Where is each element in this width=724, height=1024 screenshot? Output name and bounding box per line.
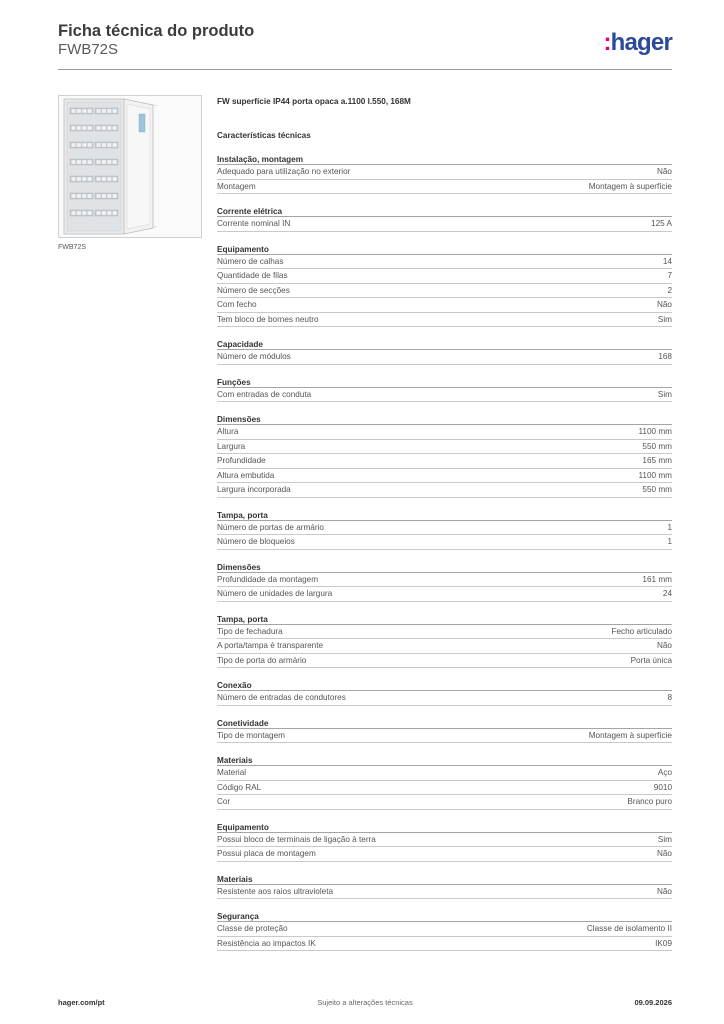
rail-module	[77, 194, 81, 198]
spec-label: Com entradas de conduta	[217, 389, 312, 399]
rail-module	[82, 177, 86, 181]
rail-module	[97, 109, 101, 113]
rail-module	[88, 143, 92, 147]
page-footer	[58, 998, 672, 1010]
spec-row	[217, 425, 672, 440]
spec-value: 1	[667, 522, 672, 532]
product-description: FW superfície IP44 porta opaca a.1100 l.550, 168M	[217, 97, 411, 106]
rail-module	[72, 211, 76, 215]
spec-row	[217, 217, 672, 232]
spec-value: 168	[658, 352, 672, 361]
rail-module	[113, 177, 117, 181]
spec-value: Porta única	[630, 655, 672, 665]
section-title: Materiais	[217, 874, 672, 885]
spec-label: Código RAL	[217, 782, 262, 792]
spec-value: 1	[667, 537, 672, 546]
spec-row	[217, 180, 672, 195]
image-caption: FWB72S	[58, 244, 87, 251]
spec-row	[217, 766, 672, 781]
spec-row	[217, 269, 672, 284]
rail-module	[97, 194, 101, 198]
spec-section	[217, 874, 672, 900]
spec-row	[217, 922, 672, 937]
rail-module	[82, 109, 86, 113]
rail-module	[113, 126, 117, 130]
rail-module	[97, 177, 101, 181]
section-title: Materiais	[217, 755, 672, 766]
spec-section	[217, 510, 672, 550]
spec-label: Tipo de montagem	[217, 730, 285, 740]
spec-row	[217, 521, 672, 536]
spec-label: Possui placa de montagem	[217, 849, 316, 858]
rail-module	[82, 160, 86, 164]
spec-section	[217, 562, 672, 602]
spec-label: Resistência ao impactos IK	[217, 938, 316, 948]
spec-value: 7	[667, 271, 672, 280]
spec-row	[217, 165, 672, 180]
rail-module	[72, 126, 76, 130]
rail-module	[77, 126, 81, 130]
spec-value: 550 mm	[642, 485, 672, 494]
rail-module	[77, 211, 81, 215]
rail-module	[88, 194, 92, 198]
spec-row	[217, 469, 672, 484]
spec-value: Não	[656, 849, 672, 858]
spec-section	[217, 755, 672, 810]
section-title: Equipamento	[217, 822, 672, 833]
rail-module	[102, 126, 106, 130]
spec-section	[217, 206, 672, 232]
spec-value: 1100 mm	[638, 427, 672, 436]
spec-section	[217, 244, 672, 328]
section-title: Tampa, porta	[217, 510, 672, 521]
rail-module	[97, 126, 101, 130]
rail-module	[97, 211, 101, 215]
technical-characteristics-heading: Características técnicas	[217, 131, 311, 140]
rail-module	[102, 177, 106, 181]
spec-label: Altura	[217, 427, 239, 436]
spec-value: Não	[656, 641, 672, 650]
section-title: Capacidade	[217, 339, 672, 350]
rail-module	[82, 211, 86, 215]
spec-value: 161 mm	[642, 574, 672, 584]
spec-section	[217, 614, 672, 669]
rail-module	[88, 109, 92, 113]
spec-row	[217, 885, 672, 900]
logo-text: hager	[610, 29, 672, 56]
spec-value: Não	[656, 167, 672, 176]
page-header	[58, 22, 672, 70]
rail-module	[77, 143, 81, 147]
spec-label: Largura	[217, 441, 246, 451]
spec-row	[217, 654, 672, 669]
section-title: Conexão	[217, 680, 672, 691]
spec-label: Profundidade da montagem	[217, 574, 319, 584]
spec-label: Tipo de fechadura	[217, 626, 283, 636]
document-title: Ficha técnica do produto	[58, 22, 255, 40]
spec-value: 165 mm	[642, 456, 672, 465]
rail-module	[102, 194, 106, 198]
spec-value: Classe de isolamento II	[586, 924, 672, 933]
spec-label: Corrente nominal IN	[217, 219, 291, 228]
rail-module	[113, 160, 117, 164]
rail-module	[72, 194, 76, 198]
spec-label: Tem bloco de bornes neutro	[217, 314, 319, 324]
spec-value: 550 mm	[642, 441, 672, 451]
rail-module	[113, 143, 117, 147]
spec-label: Tipo de porta do armário	[217, 655, 307, 665]
spec-value: Aço	[657, 768, 672, 777]
spec-value: Sim	[657, 834, 672, 844]
spec-value: Montagem à superfície	[588, 730, 672, 740]
spec-label: Material	[217, 768, 247, 777]
spec-row	[217, 691, 672, 706]
rail-module	[72, 177, 76, 181]
spec-section	[217, 911, 672, 951]
spec-label: Número de unidades de largura	[217, 589, 333, 598]
rail-module	[82, 194, 86, 198]
spec-value: Montagem à superfície	[588, 181, 672, 191]
spec-value: 8	[667, 693, 672, 702]
spec-value: 125 A	[651, 219, 672, 228]
spec-value: Branco puro	[627, 797, 672, 806]
rail-module	[113, 194, 117, 198]
spec-value: Fecho articulado	[611, 626, 672, 636]
spec-value: 14	[662, 256, 672, 266]
spec-value: Não	[656, 300, 672, 309]
section-title: Segurança	[217, 911, 672, 922]
spec-label: Número de calhas	[217, 256, 284, 266]
rail-module	[77, 177, 81, 181]
spec-value: 1100 mm	[638, 470, 672, 480]
rail-module	[107, 109, 111, 113]
footer-notice: Sujeito a alterações técnicas	[317, 998, 413, 1007]
spec-section	[217, 339, 672, 365]
rail-module	[107, 126, 111, 130]
spec-label: Profundidade	[217, 456, 266, 465]
spec-value: 24	[662, 589, 672, 598]
rail-module	[77, 109, 81, 113]
spec-row	[217, 388, 672, 403]
spec-value: Sim	[657, 314, 672, 324]
rail-module	[77, 160, 81, 164]
rail-module	[82, 126, 86, 130]
logo-colon: :	[603, 29, 611, 56]
spec-row	[217, 535, 672, 550]
spec-label: Resistente aos raios ultravioleta	[217, 886, 334, 896]
spec-row	[217, 483, 672, 498]
spec-row	[217, 313, 672, 328]
spec-sections	[217, 154, 672, 951]
spec-row	[217, 625, 672, 640]
spec-label: Com fecho	[217, 300, 257, 309]
spec-value: IK09	[655, 938, 672, 948]
rail-module	[88, 177, 92, 181]
rail-module	[107, 194, 111, 198]
spec-row	[217, 639, 672, 654]
rail-module	[88, 160, 92, 164]
rail-module	[72, 109, 76, 113]
spec-label: Altura embutida	[217, 470, 275, 480]
spec-label: Número de módulos	[217, 352, 291, 361]
rail-module	[97, 143, 101, 147]
rail-module	[107, 177, 111, 181]
rail-module	[102, 109, 106, 113]
spec-value: 2	[667, 285, 672, 295]
footer-website: hager.com/pt	[58, 998, 105, 1007]
section-title: Corrente elétrica	[217, 206, 672, 217]
section-title: Dimensões	[217, 562, 672, 573]
product-code: FWB72S	[58, 41, 119, 58]
spec-label: Adequado para utilização no exterior	[217, 167, 351, 176]
spec-value: 9010	[653, 782, 672, 792]
spec-label: Classe de proteção	[217, 924, 288, 933]
spec-label: Quantidade de filas	[217, 271, 288, 280]
spec-row	[217, 298, 672, 313]
hager-logo	[603, 29, 672, 57]
rail-module	[107, 143, 111, 147]
spec-content	[217, 96, 672, 951]
spec-row	[217, 795, 672, 810]
spec-section	[217, 822, 672, 862]
section-title: Instalação, montagem	[217, 154, 672, 165]
spec-row	[217, 454, 672, 469]
section-title: Funções	[217, 377, 672, 388]
spec-row	[217, 729, 672, 744]
section-title: Tampa, porta	[217, 614, 672, 625]
footer-date: 09.09.2026	[634, 998, 672, 1007]
spec-section	[217, 154, 672, 194]
spec-row	[217, 350, 672, 365]
spec-section	[217, 414, 672, 498]
rail-module	[82, 143, 86, 147]
spec-section	[217, 680, 672, 706]
cabinet-illustration	[59, 96, 201, 237]
spec-label: A porta/tampa é transparente	[217, 641, 324, 650]
rail-module	[72, 143, 76, 147]
spec-row	[217, 255, 672, 270]
product-image	[58, 95, 202, 238]
rail-module	[88, 126, 92, 130]
spec-label: Largura incorporada	[217, 485, 291, 494]
spec-label: Possui bloco de terminais de ligação à terra	[217, 834, 376, 844]
spec-section	[217, 377, 672, 403]
rail-module	[113, 211, 117, 215]
spec-row	[217, 587, 672, 602]
rail-module	[113, 109, 117, 113]
section-title: Dimensões	[217, 414, 672, 425]
rail-module	[72, 160, 76, 164]
spec-row	[217, 781, 672, 796]
spec-row	[217, 847, 672, 862]
spec-label: Cor	[217, 797, 231, 806]
rail-module	[107, 160, 111, 164]
spec-label: Número de portas de armário	[217, 522, 324, 532]
spec-section	[217, 718, 672, 744]
spec-value: Sim	[657, 389, 672, 399]
rail-module	[102, 143, 106, 147]
section-title: Conetividade	[217, 718, 672, 729]
spec-row	[217, 573, 672, 588]
rail-module	[102, 211, 106, 215]
spec-row	[217, 937, 672, 952]
rail-module	[97, 160, 101, 164]
spec-label: Número de secções	[217, 285, 290, 295]
spec-label: Número de entradas de condutores	[217, 693, 346, 702]
spec-row	[217, 440, 672, 455]
spec-row	[217, 833, 672, 848]
spec-value: Não	[656, 886, 672, 896]
spec-label: Número de bloqueios	[217, 537, 295, 546]
rail-module	[102, 160, 106, 164]
rail-module	[88, 211, 92, 215]
section-title: Equipamento	[217, 244, 672, 255]
rail-module	[107, 211, 111, 215]
spec-row	[217, 284, 672, 299]
spec-label: Montagem	[217, 181, 256, 191]
